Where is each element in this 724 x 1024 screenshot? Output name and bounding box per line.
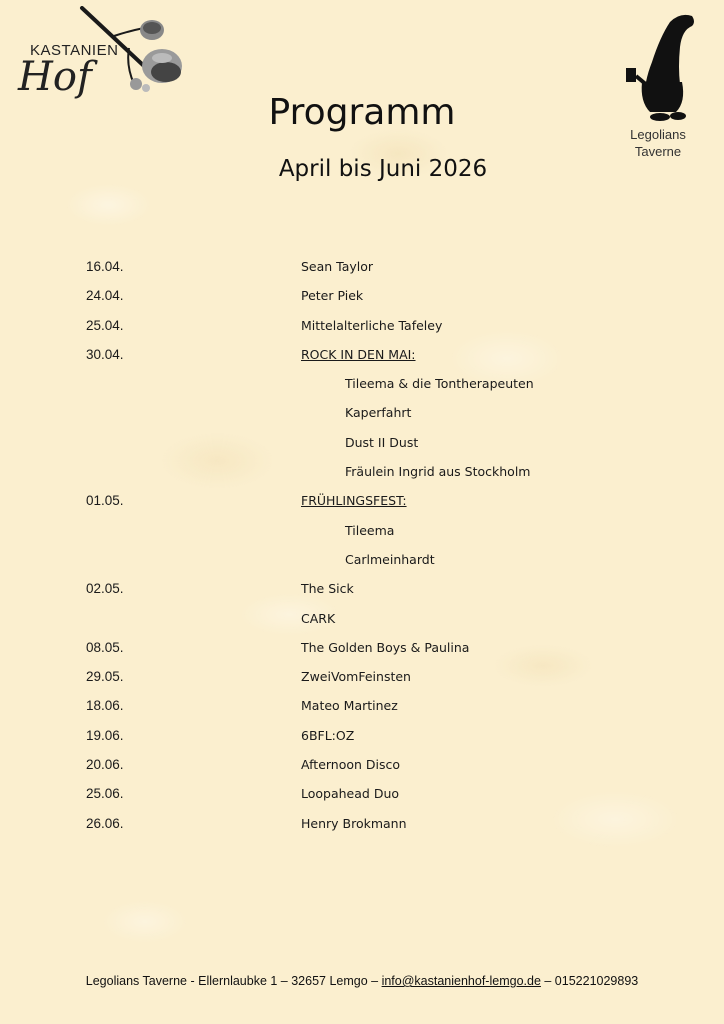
tavern-logo-line2: Taverne [634, 144, 682, 159]
event-act: Kaperfahrt [345, 405, 412, 421]
event-date: 29.05. [86, 669, 124, 685]
program-row [0, 604, 724, 633]
event-date: 01.05. [86, 493, 124, 509]
footer [0, 974, 724, 988]
tavern-logo-line1: Legolians [630, 127, 686, 142]
program-row [0, 750, 724, 779]
event-act: 6BFL:OZ [301, 727, 355, 743]
program-row [0, 340, 724, 369]
event-date: 20.06. [86, 757, 124, 773]
event-act: Loopahead Duo [301, 786, 400, 802]
program-row [0, 281, 724, 310]
program-row [0, 369, 724, 398]
footer-address: Legolians Taverne - Ellernlaubke 1 – 32657 Lemgo – [85, 974, 382, 988]
program-list [0, 252, 724, 838]
program-row [0, 428, 724, 457]
event-date: 02.05. [86, 581, 124, 597]
event-heading: FRÜHLINGSFEST: [301, 493, 407, 509]
page-title: Programm [268, 92, 456, 133]
logo-text-kastanien: KASTANIEN [30, 42, 119, 59]
event-date: 18.06. [86, 698, 124, 714]
event-act: Henry Brokmann [301, 815, 407, 831]
event-act: Fräulein Ingrid aus Stockholm [345, 464, 531, 480]
program-row [0, 574, 724, 603]
program-row [0, 457, 724, 486]
event-date: 16.04. [86, 259, 124, 274]
event-act: ZweiVomFeinsten [301, 669, 411, 685]
program-row [0, 398, 724, 427]
event-act: Afternoon Disco [301, 757, 401, 773]
event-act: Peter Piek [301, 288, 364, 304]
event-act: CARK [301, 610, 336, 626]
event-act: Sean Taylor [301, 259, 374, 274]
program-row [0, 633, 724, 662]
program-row [0, 516, 724, 545]
logo-text-hof: Hof [18, 54, 92, 100]
event-date: 30.04. [86, 346, 124, 362]
legolians-taverne-logo [614, 12, 714, 162]
event-act: Tileema [345, 522, 395, 538]
event-date: 24.04. [86, 288, 124, 304]
program-row [0, 662, 724, 691]
footer-email-link[interactable]: info@kastanienhof-lemgo.de [381, 974, 541, 988]
page-subtitle: April bis Juni 2026 [278, 156, 488, 182]
program-row [0, 311, 724, 340]
event-act: The Golden Boys & Paulina [301, 639, 470, 655]
event-date: 25.06. [86, 786, 124, 802]
event-act: The Sick [301, 581, 354, 597]
program-row [0, 691, 724, 720]
program-row [0, 545, 724, 574]
event-date: 26.06. [86, 815, 124, 831]
event-act: Dust II Dust [345, 434, 419, 450]
program-row [0, 809, 724, 838]
program-row [0, 252, 724, 281]
event-heading: ROCK IN DEN MAI: [301, 346, 416, 362]
event-act: Tileema & die Tontherapeuten [345, 376, 534, 392]
event-date: 08.05. [86, 639, 124, 655]
event-act: Carlmeinhardt [345, 551, 435, 567]
event-date: 25.04. [86, 317, 124, 333]
program-row [0, 486, 724, 515]
footer-phone: – 015221029893 [540, 974, 639, 988]
program-row [0, 779, 724, 808]
event-act: Mittelalterliche Tafeley [301, 317, 443, 333]
kastanienhof-logo [14, 6, 189, 106]
event-act: Mateo Martinez [301, 698, 398, 714]
event-date: 19.06. [86, 727, 124, 743]
program-row [0, 721, 724, 750]
